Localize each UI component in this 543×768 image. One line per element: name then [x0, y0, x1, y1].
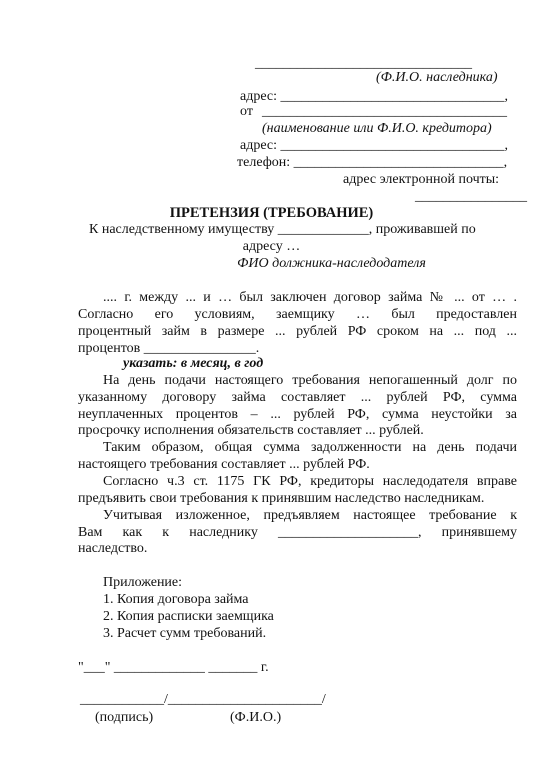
- creditor-address-line: адрес: ________________________________,: [240, 138, 509, 153]
- date-line: "___" _____________ _______ г.: [78, 660, 269, 675]
- heir-name-caption: (Ф.И.О. наследника): [376, 70, 498, 85]
- signature-line: ____________/______________________/: [80, 692, 326, 707]
- paragraph-4-line-2: предъявить свои требования к принявшим наследство наследникам.: [78, 491, 485, 506]
- paragraph-1-line-1: .... г. между ... и … был заключен договор займа № ... от … .: [103, 290, 517, 305]
- attachments-heading: Приложение:: [103, 575, 183, 590]
- signature-caption: (подпись): [95, 710, 154, 725]
- paragraph-4-line-1: Согласно ч.3 ст. 1175 ГК РФ, кредиторы наследодателя вправе: [103, 474, 517, 489]
- subtitle-debtor-caption: ФИО должника-наследодателя: [237, 256, 426, 271]
- document-title: ПРЕТЕНЗИЯ (ТРЕБОВАНИЕ): [169, 205, 374, 221]
- paragraph-1-line-4: процентов ________________.: [78, 341, 260, 356]
- creditor-name-line: ___________________________________: [262, 104, 507, 119]
- attachment-item-3: 3. Расчет сумм требований.: [103, 626, 267, 641]
- subtitle-line-2: адресу …: [242, 239, 301, 254]
- paragraph-3-line-1: Таким образом, общая сумма задолженности на день подачи: [103, 440, 517, 455]
- paragraph-1-line-2: Согласно его условиям, заемщику … был предоставлен: [78, 307, 517, 322]
- subtitle-line-1: К наследственному имуществу _____________, проживавшей по: [89, 222, 476, 237]
- paragraph-5-line-1: Учитывая изложенное, предъявляем настоящее требование к: [103, 508, 517, 523]
- creditor-email-label: адрес электронной почты:: [343, 172, 500, 187]
- heir-address-line: адрес: ________________________________,: [240, 89, 509, 104]
- paragraph-1-line-3: процентный займ в размере ... рублей РФ сроком на ... под ...: [78, 324, 517, 339]
- creditor-caption: (наименование или Ф.И.О. кредитора): [262, 121, 492, 136]
- paragraph-2-line-4: просрочку исполнения обязательств составляет ... рублей.: [78, 423, 424, 438]
- paragraph-2-line-2: указанному договору займа составляет ... рублей РФ, сумма: [78, 390, 517, 405]
- attachment-item-2: 2. Копия расписки заемщика: [103, 609, 274, 624]
- attachment-item-1: 1. Копия договора займа: [103, 592, 249, 607]
- paragraph-2-line-3: неуплаченных процентов – ... рублей РФ, сумма неустойки за: [78, 407, 517, 422]
- from-label: от: [240, 104, 253, 119]
- interest-period-hint: указать: в месяц, в год: [123, 356, 264, 371]
- creditor-email-line: ________________: [415, 189, 527, 204]
- heir-name-line: _______________________________: [255, 56, 472, 71]
- paragraph-5-line-2: Вам как к наследнику ____________________, принявшему: [78, 525, 517, 540]
- full-name-caption: (Ф.И.О.): [230, 710, 282, 725]
- paragraph-5-line-3: наследство.: [78, 541, 148, 556]
- paragraph-2-line-1: На день подачи настоящего требования непогашенный долг по: [103, 373, 517, 388]
- creditor-phone-line: телефон: ______________________________,: [237, 155, 508, 170]
- paragraph-3-line-2: настоящего требования составляет ... рублей РФ.: [78, 457, 370, 472]
